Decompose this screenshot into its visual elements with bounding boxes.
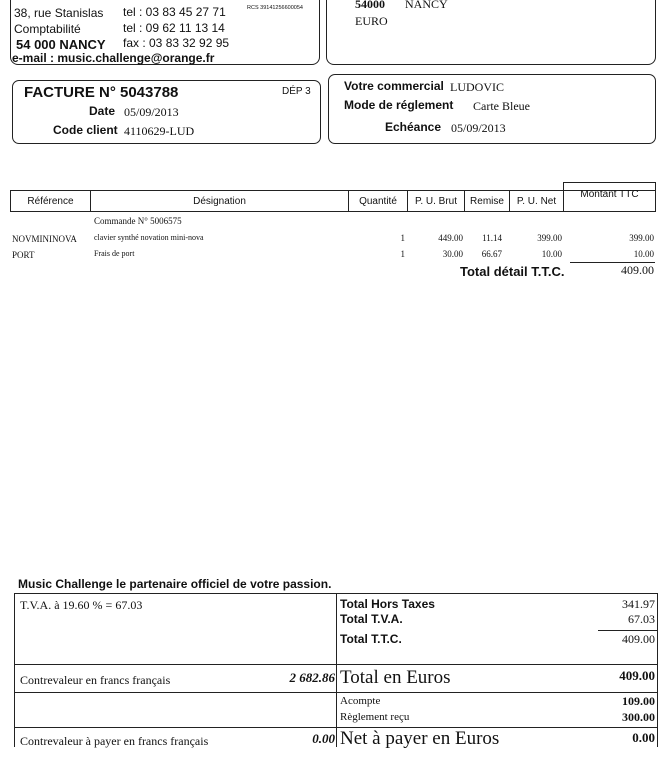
header-remise: Remise xyxy=(470,196,504,207)
due-date: 05/09/2013 xyxy=(451,121,506,135)
company-address: 38, rue Stanislas xyxy=(14,6,104,20)
acompte-value: 109.00 xyxy=(622,694,655,708)
net-payer-label: Net à payer en Euros xyxy=(340,728,500,749)
company-dept: Comptabilité xyxy=(14,22,81,36)
invoice-date-label: Date xyxy=(89,104,116,118)
company-tel2: tel : 09 62 11 13 14 xyxy=(123,21,225,35)
reglement-value: 300.00 xyxy=(622,710,655,724)
company-email: e-mail : music.challenge@orange.fr xyxy=(12,51,215,65)
header-reference: Référence xyxy=(27,196,74,207)
header-quantite: Quantité xyxy=(359,196,397,207)
client-code-label: Code client xyxy=(53,123,118,137)
header-designation: Désignation xyxy=(193,196,246,207)
company-rcs: RCS 39141256600054 xyxy=(247,5,303,11)
row-qty: 1 xyxy=(400,249,405,259)
contrevaleur-payer-label: Contrevaleur à payer en francs français xyxy=(20,734,209,748)
row-qty: 1 xyxy=(400,233,405,243)
header-montant: Montant TTC xyxy=(580,189,639,200)
row-pu-net: 399.00 xyxy=(537,233,562,243)
row-pu-net: 10.00 xyxy=(541,249,562,259)
row-remise: 11.14 xyxy=(482,233,502,243)
tva-line: T.V.A. à 19.60 % = 67.03 xyxy=(20,598,143,612)
contrevaleur-label: Contrevaleur en francs français xyxy=(20,673,171,687)
total-euros-value: 409.00 xyxy=(619,668,655,683)
total-euros-label: Total en Euros xyxy=(340,667,451,688)
tva-value: 67.03 xyxy=(628,612,655,626)
row-pu-brut: 30.00 xyxy=(442,249,463,259)
row-designation: Frais de port xyxy=(94,249,135,258)
invoice-date: 05/09/2013 xyxy=(124,105,179,119)
ttc-label: Total T.T.C. xyxy=(340,632,402,646)
ht-label: Total Hors Taxes xyxy=(340,597,435,611)
slogan: Music Challenge le partenaire officiel de votre passion. xyxy=(18,577,332,591)
client-code: 4110629-LUD xyxy=(124,124,195,138)
row-ref: NOVMININOVA xyxy=(12,234,77,244)
company-city: 54 000 NANCY xyxy=(16,37,106,52)
order-line: Commande N° 5006575 xyxy=(94,216,182,226)
invoice-number: FACTURE N° 5043788 xyxy=(24,84,179,101)
row-remise: 66.67 xyxy=(481,249,502,259)
contrevaleur-value: 2 682.86 xyxy=(289,670,335,685)
contrevaleur-payer-value: 0.00 xyxy=(312,731,335,746)
row-designation: clavier synthé novation mini-nova xyxy=(94,233,204,242)
rep-label: Votre commercial xyxy=(344,79,444,93)
row-ref: PORT xyxy=(12,250,35,260)
total-detail-value: 409.00 xyxy=(621,263,654,277)
rep-name: LUDOVIC xyxy=(450,80,504,94)
header-pu-net: P. U. Net xyxy=(516,196,557,207)
due-label: Echéance xyxy=(385,120,442,134)
client-currency: EURO xyxy=(355,14,388,28)
company-tel1: tel : 03 83 45 27 71 xyxy=(123,5,226,19)
net-payer-value: 0.00 xyxy=(632,730,655,745)
company-fax: fax : 03 83 32 92 95 xyxy=(123,36,230,50)
row-pu-brut: 449.00 xyxy=(438,233,463,243)
payment-mode: Carte Bleue xyxy=(473,99,530,113)
total-detail-label: Total détail T.T.C. xyxy=(460,264,565,279)
row-montant: 399.00 xyxy=(629,233,654,243)
invoice-dep: DÉP 3 xyxy=(282,86,311,97)
payment-label: Mode de réglement xyxy=(344,98,454,112)
acompte-label: Acompte xyxy=(340,695,381,707)
row-montant: 10.00 xyxy=(633,249,654,259)
client-city: NANCY xyxy=(405,0,448,11)
tva-label: Total T.V.A. xyxy=(340,612,403,626)
header-pu-brut: P. U. Brut xyxy=(414,196,458,207)
ttc-value: 409.00 xyxy=(622,632,655,646)
client-postcode: 54000 xyxy=(355,0,385,11)
reglement-label: Règlement reçu xyxy=(340,711,410,723)
ht-value: 341.97 xyxy=(622,597,655,611)
